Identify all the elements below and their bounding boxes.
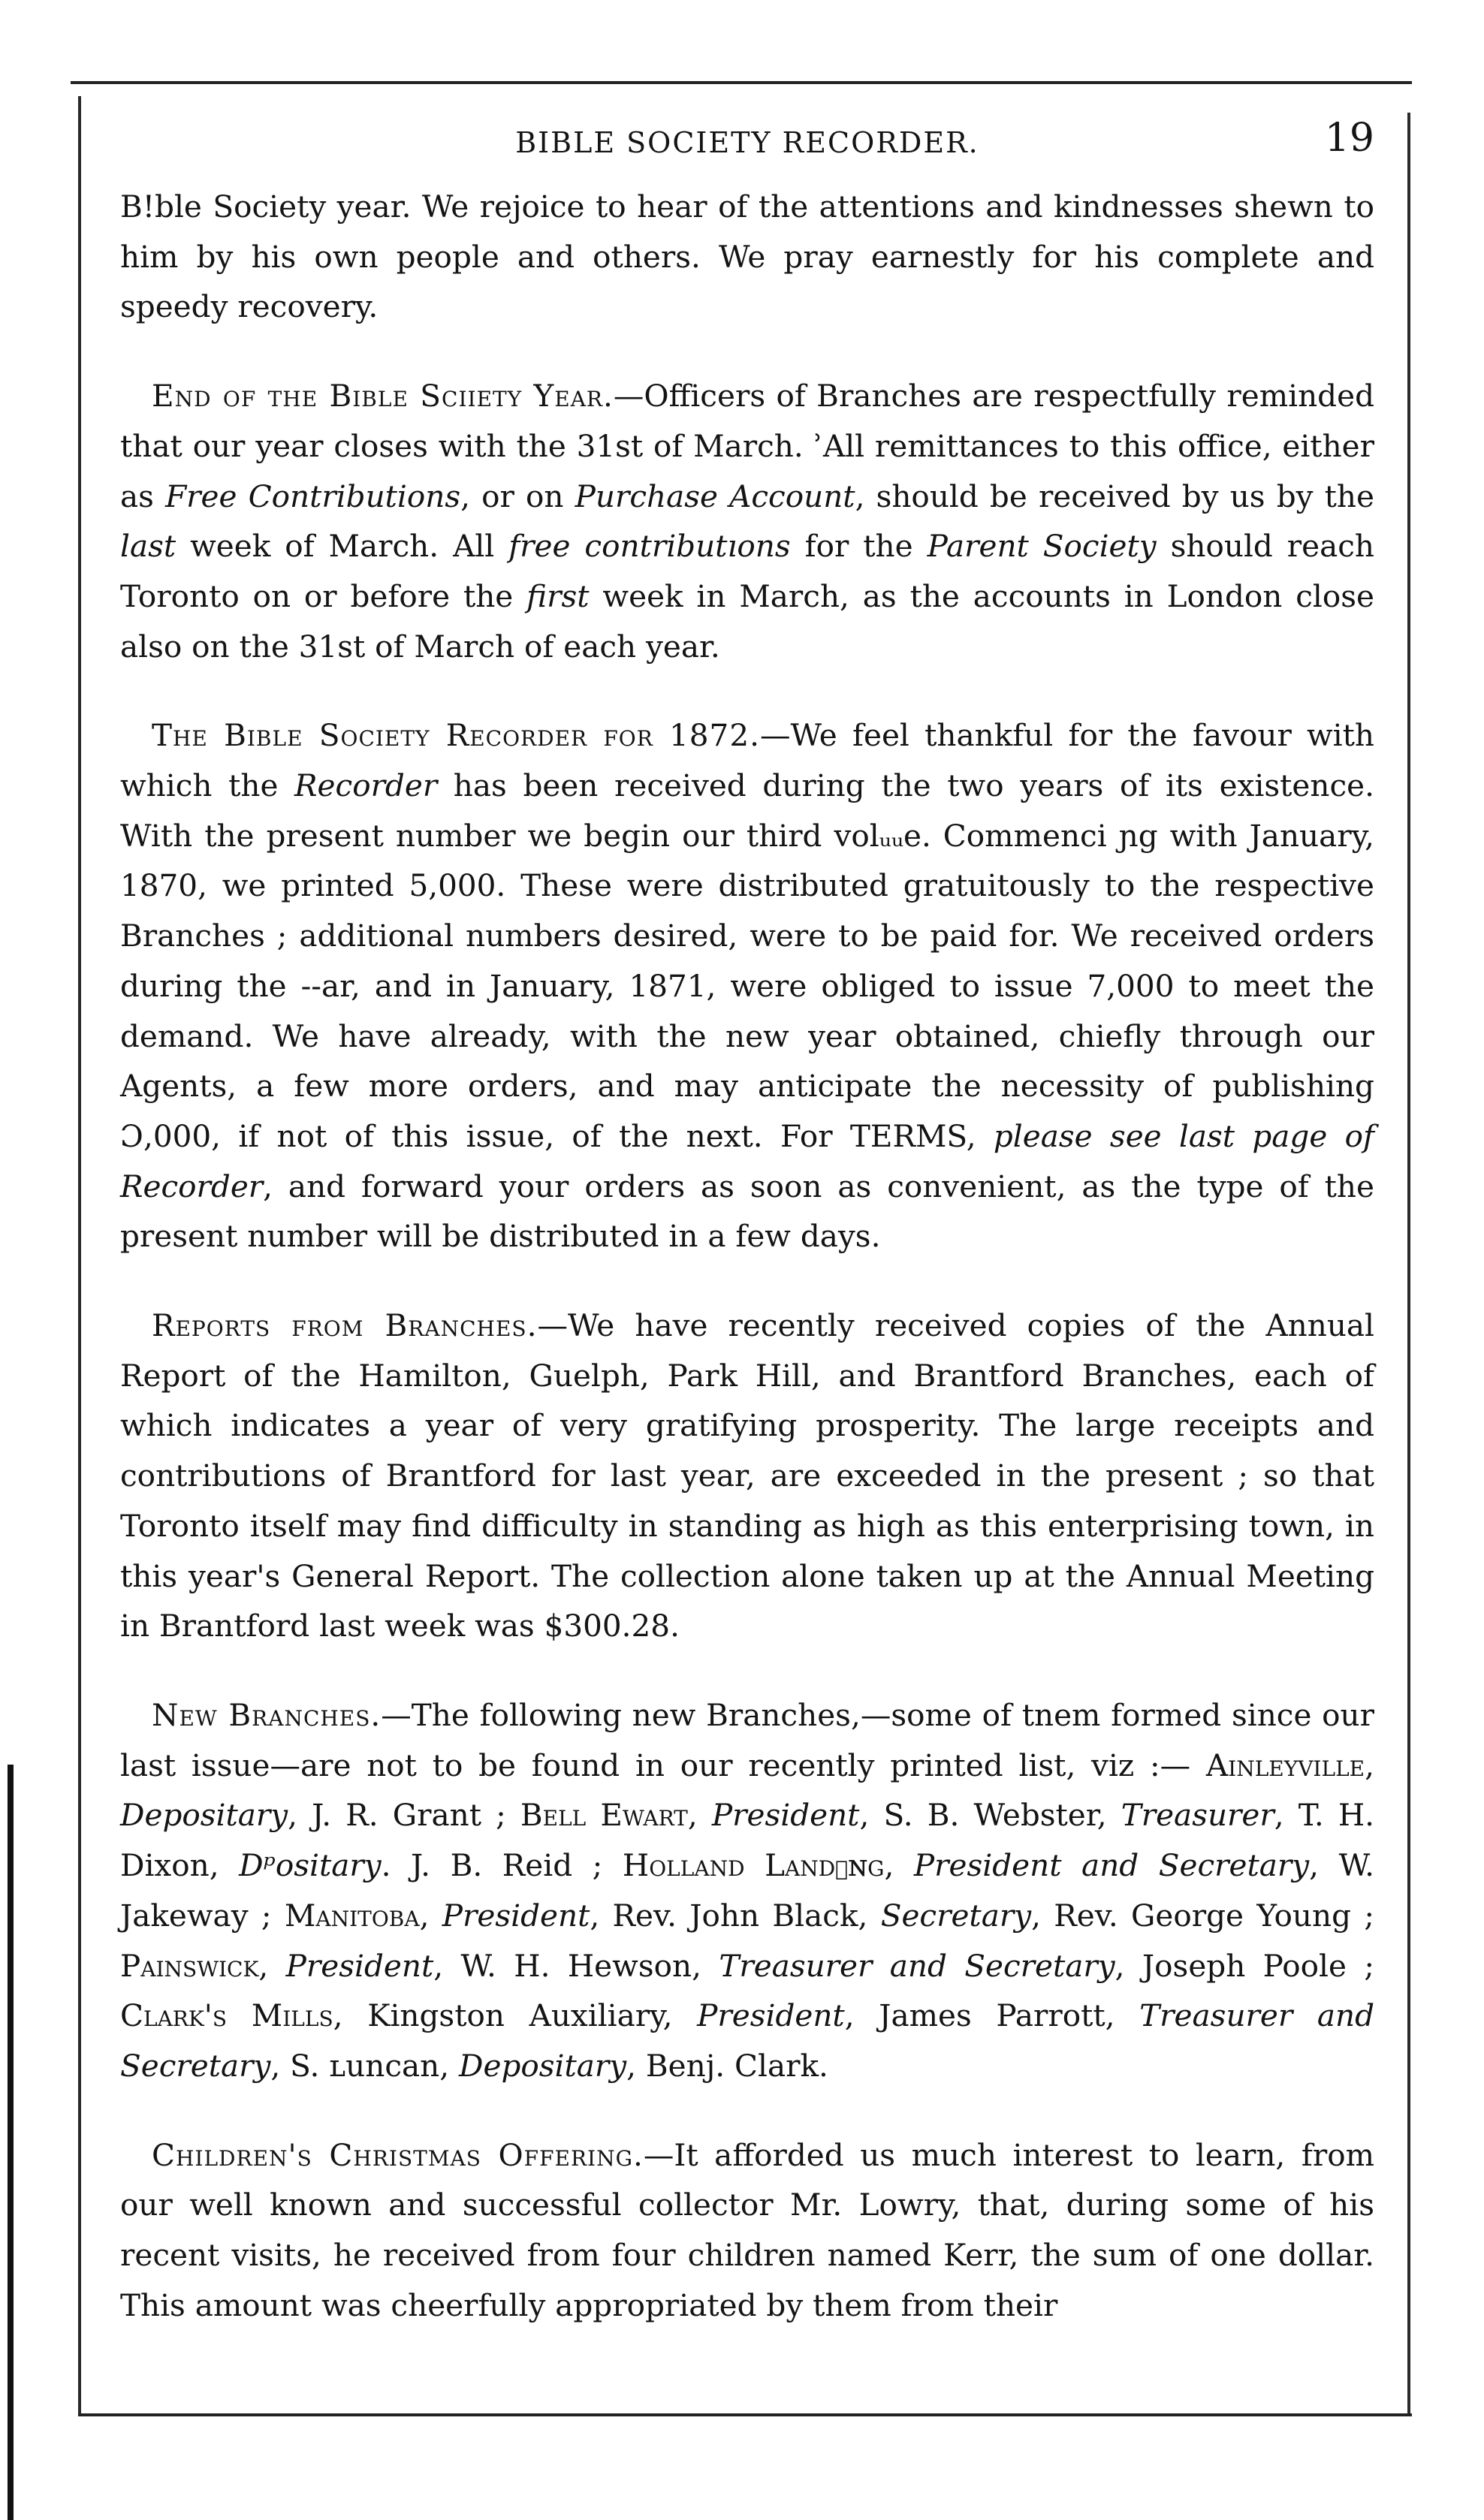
text-run: , xyxy=(258,1947,286,1984)
text-run: week in March, as the accounts in London close also on the 31st of March of each year. xyxy=(120,577,1374,665)
text-run: , Rev. George Young ; xyxy=(1031,1897,1374,1934)
left-frame-line xyxy=(78,96,81,2413)
section-heading: Reports from Branches. xyxy=(152,1307,538,1344)
text-run: President xyxy=(697,1997,845,2034)
text-run: Depositary xyxy=(459,2047,627,2084)
text-run: Free Contributions xyxy=(165,478,461,514)
text-run: , and forward your orders as soon as convenient, as the type of the present number will be distributed in a few days. xyxy=(120,1168,1374,1255)
text-run: President xyxy=(442,1897,590,1934)
text-run: Ainleyville xyxy=(1205,1747,1365,1783)
text-run: , James Parrott, xyxy=(844,1997,1140,2034)
text-run: —We feel thankful for the favour with which the xyxy=(120,717,1374,804)
section-heading: The Bible Society Recorder for 1872. xyxy=(152,717,760,754)
text-run: , Kingston Auxiliary, xyxy=(333,1997,698,2034)
text-run: Depositary xyxy=(120,1797,288,1834)
text-run: , xyxy=(1365,1747,1374,1783)
text-run: Painswick xyxy=(120,1947,259,1984)
text-run: free contributıons xyxy=(508,528,791,565)
section-heading: New Branches. xyxy=(152,1696,382,1733)
bottom-rule xyxy=(78,2413,1412,2416)
paragraph-childrens-offering xyxy=(120,2130,1374,2331)
text-run: , W. H. Hewson, xyxy=(433,1947,719,1984)
text-run: —It afforded us much interest to learn, from our well known and successful collector Mr. Lowry, that, during some of his recent visits, he received from four children named Kerr, the sum of one dollar. This amount was cheerfully appropriated by them from their xyxy=(120,2136,1374,2323)
text-run: Bell Ewart xyxy=(520,1797,688,1834)
paragraph-continuation xyxy=(120,182,1374,332)
paragraph-reports-from-branches xyxy=(120,1301,1374,1651)
text-run: Holland Landɪɴg xyxy=(622,1847,885,1884)
text-run: , J. R. Grant ; xyxy=(288,1797,520,1834)
text-run: —The following new Branches,—some of tnem formed since our last issue—are not to be found in our recently printed list, viz :— xyxy=(120,1696,1374,1783)
text-run: Clark's Mills xyxy=(120,1997,333,2034)
page-number: 19 xyxy=(1324,116,1374,161)
text-run: week of March. All xyxy=(176,528,509,565)
text-run: has been received during the two years of its existence. With the present number we begin our third volᵤᵤe. Commenci ɲg with January, 1870, we printed 5,000. These were distributed gratuitously to the respective Branches ; additional numbers desired, were to be paid for. We received orders during the ‐‐ar, and in January, 1871, were obliged to issue 7,000 to meet the demand. We have already, with the new year obtained, chiefly through our Agents, a few more orders, and may anticipate the necessity of publishing Ɔ,000, if not of this issue, of the next. For TERMS, xyxy=(120,767,1374,1154)
top-rule xyxy=(71,81,1412,84)
text-run: , should be received by us by the xyxy=(855,478,1374,514)
text-run: Recorder xyxy=(294,767,438,804)
text-run: , xyxy=(419,1897,442,1934)
text-run: Secretary xyxy=(880,1897,1032,1934)
paragraph-end-of-year xyxy=(120,371,1374,671)
text-run: Purchase Account xyxy=(575,478,855,514)
text-run: last xyxy=(120,528,176,565)
paragraph-new-branches xyxy=(120,1690,1374,2091)
text-run: President xyxy=(711,1797,860,1834)
text-run: , S. ʟuncan, xyxy=(270,2047,460,2084)
text-run: , Benj. Clark. xyxy=(626,2047,828,2084)
text-run: Parent Society xyxy=(927,528,1157,565)
page-body xyxy=(120,113,1374,2369)
text-run: Treasurer and Secretary xyxy=(120,1997,1375,2084)
page-header xyxy=(120,113,1374,182)
text-run: —Officers of Branches are respectfully reminded that our year closes with the 31st of March. ʾAll remittances to this office, either as xyxy=(120,378,1374,514)
text-run: President and Secretary xyxy=(913,1847,1310,1884)
text-run: Treasurer xyxy=(1121,1797,1274,1834)
text-run: , xyxy=(884,1847,914,1884)
section-heading: Children's Christmas Offering. xyxy=(152,2136,644,2173)
text-run: B!ble Society year. We rejoice to hear of the attentions and kindnesses shewn to him by his own people and others. We pray earnestly for his complete and speedy recovery. xyxy=(120,188,1374,325)
right-frame-line xyxy=(1407,113,1410,2413)
text-run: —We have recently received copies of the Annual Report of the Hamilton, Guelph, Park Hill, and Brantford Branches, each of which indicates a year of very gratifying prosperity. The large receipts and contributions of Brantford for last year, are exceeded in the present ; so that Toronto itself may find difficulty in standing as high as this enterprising town, in this year's General Report. The collection alone taken up at the Annual Meeting in Brantford last week was $300.28. xyxy=(120,1307,1374,1644)
text-run: , W. Jakeway ; xyxy=(120,1847,1375,1934)
scan-edge-shadow xyxy=(8,1765,14,2520)
text-run: should reach Toronto on or before the xyxy=(120,528,1375,614)
text-run: , Rev. John Black, xyxy=(590,1897,881,1934)
paragraph-recorder-1872 xyxy=(120,710,1374,1262)
running-head: BIBLE SOCIETY RECORDER. xyxy=(515,126,979,159)
text-run: Manitoba xyxy=(284,1897,420,1934)
text-run: Dᵖositary xyxy=(239,1847,382,1884)
text-run: for the xyxy=(790,528,928,565)
text-run: , T. H. Dixon, xyxy=(120,1797,1375,1884)
text-run: , Joseph Poole ; xyxy=(1115,1947,1374,1984)
section-heading: End of the Bible Scıiety Year. xyxy=(152,378,614,414)
text-run: . J. B. Reid ; xyxy=(381,1847,623,1884)
text-run: first xyxy=(526,577,590,614)
text-run: President xyxy=(285,1947,434,1984)
text-run: , S. B. Webster, xyxy=(859,1797,1121,1834)
text-run: , or on xyxy=(460,478,575,514)
text-run: please see last page of Recorder xyxy=(120,1117,1374,1204)
text-run: , xyxy=(687,1797,712,1834)
text-run: Treasurer and Secretary xyxy=(719,1947,1115,1984)
